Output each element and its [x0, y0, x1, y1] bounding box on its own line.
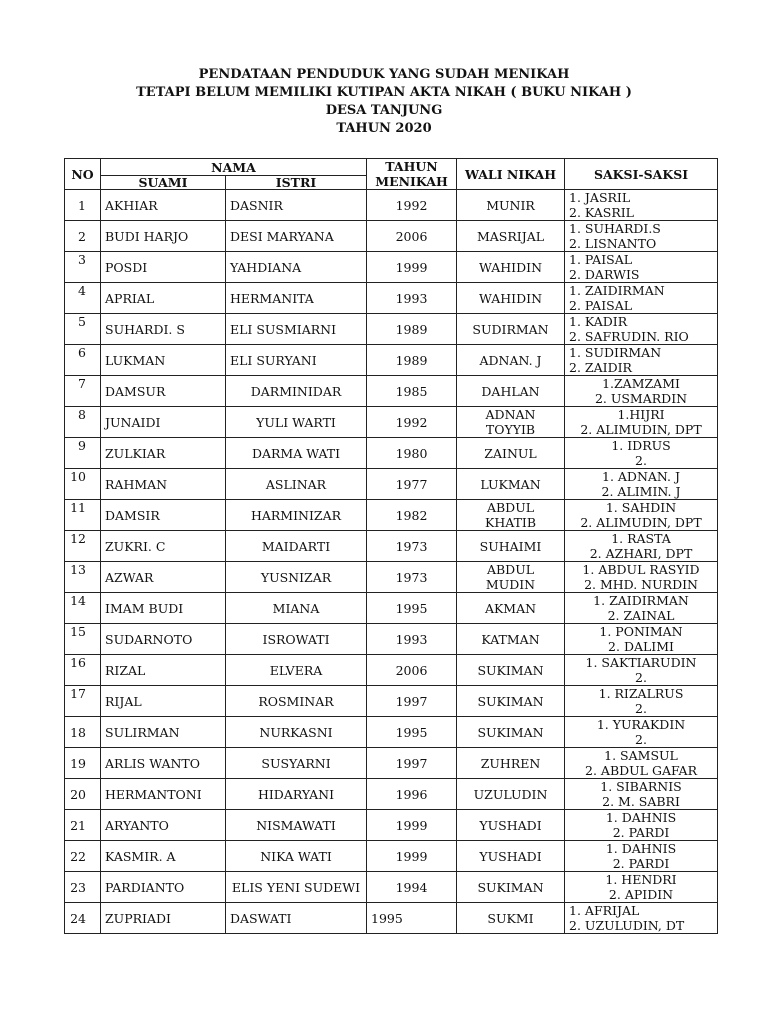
- cell-saksi: [565, 593, 718, 624]
- saksi-line: 2. ALIMIN. J: [601, 484, 681, 499]
- cell-saksi: [565, 748, 718, 779]
- saksi-line: 2. APIDIN: [608, 887, 674, 902]
- cell-wali-nikah: [457, 903, 565, 934]
- table-row: [65, 624, 718, 655]
- cell-wali-nikah: [457, 562, 565, 593]
- cell-saksi: [565, 438, 718, 469]
- cell-wali-nikah: [457, 500, 565, 531]
- cell-wali-nikah: [457, 221, 565, 252]
- wali-line: LUKMAN: [480, 476, 541, 492]
- title-line-2: TETAPI BELUM MEMILIKI KUTIPAN AKTA NIKAH ( BUKU NIKAH ): [136, 85, 632, 100]
- cell-istri: ELI SUSMIARNI: [226, 314, 367, 345]
- wali-line: SUKIMAN: [477, 662, 544, 678]
- cell-no: 6: [65, 345, 101, 376]
- wali-line: ZAINUL: [484, 445, 537, 461]
- cell-istri: DASWATI: [226, 903, 367, 934]
- saksi-line: 2. LISNANTO: [569, 236, 657, 251]
- saksi-line: 1. SIBARNIS: [600, 779, 682, 794]
- cell-tahun: 1997: [367, 748, 457, 779]
- cell-suami: SUDARNOTO: [101, 624, 226, 655]
- wali-line: MASRIJAL: [476, 228, 545, 244]
- saksi-line: 2. MHD. NURDIN: [584, 577, 698, 592]
- cell-istri: ELIS YENI SUDEWI: [226, 872, 367, 903]
- cell-wali-nikah: [457, 717, 565, 748]
- cell-tahun: 1982: [367, 500, 457, 531]
- document-title: [0, 66, 768, 138]
- cell-wali-nikah: [457, 748, 565, 779]
- wali-line: ZUHREN: [480, 755, 541, 771]
- cell-wali-nikah: [457, 345, 565, 376]
- cell-tahun: 1973: [367, 562, 457, 593]
- wali-line: MUNIR: [486, 197, 535, 213]
- cell-saksi: [565, 252, 718, 283]
- cell-tahun: 1985: [367, 376, 457, 407]
- saksi-line: 1. ABDUL RASYID: [582, 562, 700, 577]
- wali-line: SUKIMAN: [477, 693, 544, 709]
- saksi-line: 1. JASRIL: [569, 190, 631, 205]
- cell-wali-nikah: [457, 283, 565, 314]
- table-row: [65, 593, 718, 624]
- wali-line: ABDUL: [486, 562, 535, 577]
- table-row: [65, 779, 718, 810]
- cell-tahun: 1996: [367, 779, 457, 810]
- saksi-line: 2. ABDUL GAFAR: [585, 763, 697, 778]
- saksi-line: 1. IDRUS: [611, 438, 671, 453]
- cell-tahun: 1992: [367, 190, 457, 221]
- table-row: [65, 841, 718, 872]
- cell-suami: RIZAL: [101, 655, 226, 686]
- saksi-line: 1. SAHDIN: [605, 500, 677, 515]
- cell-no: 23: [65, 872, 101, 903]
- saksi-line: 2. ZAINAL: [607, 608, 675, 623]
- cell-tahun: 1997: [367, 686, 457, 717]
- saksi-line: 1. AFRIJAL: [569, 903, 640, 918]
- saksi-line: 2.: [635, 732, 647, 747]
- cell-no: 9: [65, 438, 101, 469]
- cell-tahun: 1995: [367, 903, 457, 934]
- saksi-line: 1. ADNAN. J: [602, 469, 681, 484]
- cell-tahun: 1995: [367, 593, 457, 624]
- cell-no: 22: [65, 841, 101, 872]
- saksi-line: 2. AZHARI, DPT: [589, 546, 693, 561]
- cell-no: 2: [65, 221, 101, 252]
- header-nama: NAMA: [101, 159, 367, 176]
- table-row: [65, 655, 718, 686]
- cell-wali-nikah: [457, 779, 565, 810]
- cell-suami: ZUPRIADI: [101, 903, 226, 934]
- cell-no: 16: [65, 655, 101, 686]
- saksi-line: 1. PAISAL: [569, 252, 633, 267]
- marriage-data-table: [64, 158, 718, 934]
- wali-line: YUSHADI: [479, 848, 542, 864]
- cell-saksi: [565, 903, 718, 934]
- wali-line: WAHIDIN: [479, 259, 543, 275]
- cell-wali-nikah: [457, 469, 565, 500]
- wali-line: ADNAN: [485, 407, 536, 422]
- cell-wali-nikah: [457, 593, 565, 624]
- wali-line: SUKIMAN: [477, 724, 544, 740]
- header-wali-nikah: WALI NIKAH: [457, 159, 565, 190]
- header-saksi: SAKSI-SAKSI: [565, 159, 718, 190]
- cell-istri: ELVERA: [226, 655, 367, 686]
- cell-tahun: 1992: [367, 407, 457, 438]
- cell-wali-nikah: [457, 655, 565, 686]
- cell-no: 5: [65, 314, 101, 345]
- cell-istri: DARMINIDAR: [226, 376, 367, 407]
- cell-no: 19: [65, 748, 101, 779]
- cell-istri: ELI SURYANI: [226, 345, 367, 376]
- saksi-line: 2. USMARDIN: [594, 391, 688, 406]
- saksi-line: 2.: [635, 670, 647, 685]
- table-row: [65, 748, 718, 779]
- cell-suami: POSDI: [101, 252, 226, 283]
- cell-no: 15: [65, 624, 101, 655]
- saksi-line: 1. HENDRI: [605, 872, 677, 887]
- table-row: [65, 252, 718, 283]
- cell-suami: SULIRMAN: [101, 717, 226, 748]
- cell-istri: ROSMINAR: [226, 686, 367, 717]
- cell-istri: YAHDIANA: [226, 252, 367, 283]
- saksi-line: 2. PARDI: [612, 825, 670, 840]
- saksi-line: 1. PONIMAN: [599, 624, 683, 639]
- cell-wali-nikah: [457, 531, 565, 562]
- cell-saksi: [565, 376, 718, 407]
- cell-wali-nikah: [457, 841, 565, 872]
- header-no: NO: [65, 159, 101, 190]
- wali-line: ADNAN. J: [479, 352, 542, 368]
- table-body: [65, 190, 718, 934]
- cell-no: 11: [65, 500, 101, 531]
- cell-no: 21: [65, 810, 101, 841]
- cell-tahun: 1999: [367, 252, 457, 283]
- table-row: [65, 810, 718, 841]
- saksi-line: 1. RASTA: [611, 531, 671, 546]
- cell-no: 24: [65, 903, 101, 934]
- cell-no: 20: [65, 779, 101, 810]
- cell-saksi: [565, 562, 718, 593]
- saksi-line: 1. DAHNIS: [605, 841, 677, 856]
- cell-saksi: [565, 779, 718, 810]
- cell-istri: YULI WARTI: [226, 407, 367, 438]
- cell-tahun: 1989: [367, 345, 457, 376]
- cell-tahun: 1973: [367, 531, 457, 562]
- wali-line: SUKMI: [487, 910, 534, 926]
- table-row: [65, 872, 718, 903]
- cell-istri: MIANA: [226, 593, 367, 624]
- cell-suami: ARLIS WANTO: [101, 748, 226, 779]
- saksi-line: 2. KASRIL: [569, 205, 634, 220]
- cell-tahun: 1993: [367, 283, 457, 314]
- wali-line: AKMAN: [484, 600, 537, 616]
- saksi-line: 2. ZAIDIR: [569, 360, 632, 375]
- cell-no: 12: [65, 531, 101, 562]
- cell-suami: SUHARDI. S: [101, 314, 226, 345]
- cell-istri: DASNIR: [226, 190, 367, 221]
- header-istri: ISTRI: [226, 176, 367, 190]
- saksi-line: 1. ZAIDIRMAN: [569, 283, 665, 298]
- cell-saksi: [565, 810, 718, 841]
- cell-suami: DAMSUR: [101, 376, 226, 407]
- saksi-line: 2. ALIMUDIN, DPT: [580, 422, 702, 437]
- cell-wali-nikah: [457, 438, 565, 469]
- cell-saksi: [565, 686, 718, 717]
- wali-line: ABDUL: [486, 500, 535, 515]
- cell-saksi: [565, 500, 718, 531]
- cell-no: 10: [65, 469, 101, 500]
- cell-tahun: 1994: [367, 872, 457, 903]
- cell-istri: NURKASNI: [226, 717, 367, 748]
- cell-saksi: [565, 531, 718, 562]
- table-row: [65, 500, 718, 531]
- cell-istri: MAIDARTI: [226, 531, 367, 562]
- saksi-line: 2. PAISAL: [569, 298, 633, 313]
- cell-suami: RAHMAN: [101, 469, 226, 500]
- cell-wali-nikah: [457, 686, 565, 717]
- cell-saksi: [565, 221, 718, 252]
- wali-line: MUDIN: [485, 577, 536, 592]
- table-row: [65, 438, 718, 469]
- cell-saksi: [565, 469, 718, 500]
- wali-line: UZULUDIN: [473, 786, 548, 802]
- table-row: [65, 903, 718, 934]
- cell-istri: DESI MARYANA: [226, 221, 367, 252]
- cell-istri: HERMANITA: [226, 283, 367, 314]
- cell-wali-nikah: [457, 872, 565, 903]
- cell-istri: YUSNIZAR: [226, 562, 367, 593]
- saksi-line: 2. PARDI: [612, 856, 670, 871]
- cell-wali-nikah: [457, 314, 565, 345]
- cell-suami: BUDI HARJO: [101, 221, 226, 252]
- table-row: [65, 190, 718, 221]
- cell-istri: HIDARYANI: [226, 779, 367, 810]
- cell-no: 3: [65, 252, 101, 283]
- cell-no: 4: [65, 283, 101, 314]
- cell-tahun: 1999: [367, 841, 457, 872]
- cell-wali-nikah: [457, 190, 565, 221]
- table-row: [65, 562, 718, 593]
- saksi-line: 1. SAMSUL: [604, 748, 678, 763]
- cell-saksi: [565, 841, 718, 872]
- cell-no: 8: [65, 407, 101, 438]
- cell-tahun: 1993: [367, 624, 457, 655]
- saksi-line: 2. SAFRUDIN. RIO: [569, 329, 689, 344]
- saksi-line: 1. ZAIDIRMAN: [593, 593, 689, 608]
- cell-tahun: 2006: [367, 221, 457, 252]
- wali-line: SUDIRMAN: [472, 321, 549, 337]
- table-row: [65, 407, 718, 438]
- cell-istri: DARMA WATI: [226, 438, 367, 469]
- table-row: [65, 469, 718, 500]
- cell-tahun: 1977: [367, 469, 457, 500]
- wali-line: TOYYIB: [485, 422, 536, 437]
- saksi-line: 2. ALIMUDIN, DPT: [580, 515, 702, 530]
- saksi-line: 2. M. SABRI: [602, 794, 680, 809]
- table-row: [65, 376, 718, 407]
- title-line-3: DESA TANJUNG: [325, 103, 443, 118]
- title-line-1: PENDATAAN PENDUDUK YANG SUDAH MENIKAH: [198, 67, 570, 82]
- cell-suami: HERMANTONI: [101, 779, 226, 810]
- cell-no: 1: [65, 190, 101, 221]
- saksi-line: 1. YURAKDIN: [596, 717, 686, 732]
- cell-istri: HARMINIZAR: [226, 500, 367, 531]
- cell-tahun: 1989: [367, 314, 457, 345]
- cell-suami: LUKMAN: [101, 345, 226, 376]
- header-tahun-menikah: [367, 159, 457, 190]
- cell-tahun: 1995: [367, 717, 457, 748]
- cell-saksi: [565, 624, 718, 655]
- cell-suami: JUNAIDI: [101, 407, 226, 438]
- cell-saksi: [565, 407, 718, 438]
- table-row: [65, 221, 718, 252]
- title-line-4: TAHUN 2020: [336, 121, 432, 136]
- cell-suami: PARDIANTO: [101, 872, 226, 903]
- cell-suami: ARYANTO: [101, 810, 226, 841]
- wali-line: SUKIMAN: [477, 879, 544, 895]
- cell-tahun: 2006: [367, 655, 457, 686]
- cell-suami: KASMIR. A: [101, 841, 226, 872]
- saksi-line: 1. SUDIRMAN: [569, 345, 662, 360]
- cell-no: 13: [65, 562, 101, 593]
- cell-wali-nikah: [457, 810, 565, 841]
- saksi-line: 2.: [635, 453, 647, 468]
- saksi-line: 2. DALIMI: [608, 639, 674, 654]
- cell-suami: IMAM BUDI: [101, 593, 226, 624]
- cell-istri: SUSYARNI: [226, 748, 367, 779]
- cell-tahun: 1980: [367, 438, 457, 469]
- cell-no: 14: [65, 593, 101, 624]
- cell-wali-nikah: [457, 376, 565, 407]
- saksi-line: 1. SAKTIARUDIN: [585, 655, 697, 670]
- cell-no: 17: [65, 686, 101, 717]
- saksi-line: 1.ZAMZAMI: [602, 376, 680, 391]
- cell-wali-nikah: [457, 252, 565, 283]
- wali-line: KHATIB: [484, 515, 537, 530]
- cell-istri: ISROWATI: [226, 624, 367, 655]
- cell-no: 7: [65, 376, 101, 407]
- cell-suami: ZUKRI. C: [101, 531, 226, 562]
- saksi-line: 2.: [635, 701, 647, 716]
- wali-line: DAHLAN: [481, 383, 540, 399]
- wali-line: WAHIDIN: [479, 290, 543, 306]
- cell-suami: AZWAR: [101, 562, 226, 593]
- saksi-line: 1. SUHARDI.S: [569, 221, 661, 236]
- cell-wali-nikah: [457, 407, 565, 438]
- cell-suami: DAMSIR: [101, 500, 226, 531]
- cell-istri: NISMAWATI: [226, 810, 367, 841]
- table-row: [65, 283, 718, 314]
- cell-saksi: [565, 190, 718, 221]
- wali-line: SUHAIMI: [479, 538, 542, 554]
- cell-saksi: [565, 655, 718, 686]
- wali-line: YUSHADI: [479, 817, 542, 833]
- cell-tahun: 1999: [367, 810, 457, 841]
- cell-suami: AKHIAR: [101, 190, 226, 221]
- table-row: [65, 686, 718, 717]
- table-row: [65, 345, 718, 376]
- cell-saksi: [565, 345, 718, 376]
- cell-suami: APRIAL: [101, 283, 226, 314]
- cell-suami: RIJAL: [101, 686, 226, 717]
- saksi-line: 1. RIZALRUS: [598, 686, 684, 701]
- cell-no: 18: [65, 717, 101, 748]
- cell-saksi: [565, 717, 718, 748]
- cell-saksi: [565, 283, 718, 314]
- saksi-line: 1.HIJRI: [617, 407, 665, 422]
- cell-suami: ZULKIAR: [101, 438, 226, 469]
- header-suami: SUAMI: [101, 176, 226, 190]
- saksi-line: 2. UZULUDIN, DT: [569, 918, 685, 933]
- header-tahun-line2: MENIKAH: [375, 174, 448, 189]
- cell-istri: NIKA WATI: [226, 841, 367, 872]
- cell-saksi: [565, 314, 718, 345]
- cell-saksi: [565, 872, 718, 903]
- wali-line: KATMAN: [481, 631, 540, 647]
- cell-wali-nikah: [457, 624, 565, 655]
- saksi-line: 1. DAHNIS: [605, 810, 677, 825]
- cell-istri: ASLINAR: [226, 469, 367, 500]
- table-row: [65, 314, 718, 345]
- table-row: [65, 717, 718, 748]
- saksi-line: 1. KADIR: [569, 314, 628, 329]
- saksi-line: 2. DARWIS: [569, 267, 640, 282]
- table-row: [65, 531, 718, 562]
- header-tahun-line1: TAHUN: [385, 159, 438, 174]
